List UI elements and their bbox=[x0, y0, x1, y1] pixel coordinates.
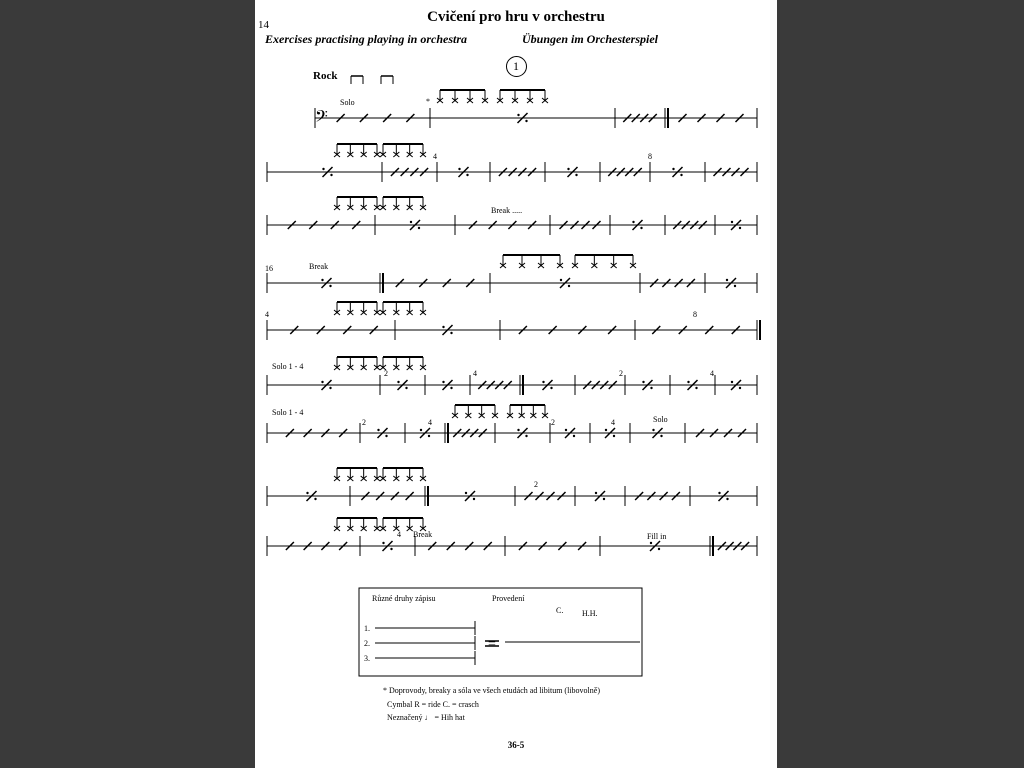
repeat-dot bbox=[565, 429, 567, 431]
repeat-dot bbox=[613, 435, 615, 437]
repeat-dot bbox=[329, 387, 331, 389]
repeat-dot bbox=[377, 429, 379, 431]
footnote-line-3: Neznačený ♩ = Hih hat bbox=[387, 713, 465, 722]
repeat-dot bbox=[442, 381, 444, 383]
repeat-dot bbox=[306, 492, 308, 494]
bar-number-8: 8 bbox=[693, 310, 697, 319]
legend-left-heading: Různé druhy zápisu bbox=[372, 594, 436, 603]
break-label: Break bbox=[309, 262, 329, 271]
bar-number-2: 2 bbox=[551, 418, 555, 427]
repeat-dot bbox=[650, 542, 652, 544]
repeat-dot bbox=[568, 285, 570, 287]
break-label: Break ..... bbox=[491, 206, 523, 215]
bar-number-4: 4 bbox=[473, 369, 477, 378]
fill-in-label: Fill in bbox=[647, 532, 667, 541]
equals-sign: = bbox=[488, 637, 496, 652]
repeat-dot bbox=[726, 498, 728, 500]
repeat-dot bbox=[632, 221, 634, 223]
staff-notation bbox=[255, 0, 777, 768]
repeat-dot bbox=[560, 279, 562, 281]
solo-1-4-label: Solo 1 - 4 bbox=[272, 362, 304, 371]
repeat-dot bbox=[473, 498, 475, 500]
repeat-dot bbox=[695, 387, 697, 389]
footnote-line-2: Cymbal R = ride C. = crasch bbox=[387, 700, 479, 709]
repeat-dot bbox=[321, 381, 323, 383]
repeat-dot bbox=[658, 548, 660, 550]
crash-mark: C. bbox=[556, 606, 564, 615]
repeat-dot bbox=[458, 168, 460, 170]
repeat-dot bbox=[321, 279, 323, 281]
bar-number-4: 4 bbox=[397, 530, 401, 539]
repeat-dot bbox=[322, 168, 324, 170]
music-page bbox=[255, 0, 777, 768]
repeat-dot bbox=[680, 174, 682, 176]
repeat-dot bbox=[734, 285, 736, 287]
repeat-dot bbox=[731, 381, 733, 383]
repeat-dot bbox=[603, 498, 605, 500]
repeat-dot bbox=[420, 429, 422, 431]
repeat-dot bbox=[314, 498, 316, 500]
repeat-dot bbox=[517, 114, 519, 116]
repeat-dot bbox=[442, 326, 444, 328]
page-title: Cvičení pro hru v orchestru bbox=[427, 9, 605, 25]
legend-right-heading: Provedení bbox=[492, 594, 525, 603]
bass-clef: 𝄢 bbox=[315, 106, 328, 130]
legend-row-3: 3. bbox=[364, 654, 370, 663]
bar-number-4: 4 bbox=[265, 310, 269, 319]
repeat-dot bbox=[660, 435, 662, 437]
repeat-dot bbox=[605, 429, 607, 431]
repeat-dot bbox=[672, 168, 674, 170]
repeat-dot bbox=[410, 221, 412, 223]
bar-number-4: 4 bbox=[611, 418, 615, 427]
bar-number-2: 2 bbox=[384, 369, 388, 378]
break-label: Break bbox=[413, 530, 433, 539]
repeat-dot bbox=[525, 435, 527, 437]
bar-number-2: 2 bbox=[619, 369, 623, 378]
repeat-dot bbox=[329, 285, 331, 287]
repeat-dot bbox=[465, 492, 467, 494]
repeat-dot bbox=[731, 221, 733, 223]
legend-row-2: 2. bbox=[364, 639, 370, 648]
repeat-dot bbox=[525, 120, 527, 122]
repeat-dot bbox=[450, 332, 452, 334]
repeat-dot bbox=[405, 387, 407, 389]
exercise-number: 1 bbox=[255, 56, 777, 77]
subtitle-english: Exercises practising playing in orchestra bbox=[265, 32, 468, 46]
solo-label: Solo bbox=[653, 415, 668, 424]
repeat-dot bbox=[542, 381, 544, 383]
repeat-dot bbox=[652, 429, 654, 431]
repeat-dot bbox=[385, 435, 387, 437]
bar-number-4: 4 bbox=[710, 369, 714, 378]
repeat-dot bbox=[739, 227, 741, 229]
bar-number-4: 4 bbox=[433, 152, 437, 161]
footnote-marker: * bbox=[426, 97, 430, 106]
repeat-dot bbox=[428, 435, 430, 437]
repeat-dot bbox=[687, 381, 689, 383]
repeat-dot bbox=[573, 435, 575, 437]
repeat-dot bbox=[466, 174, 468, 176]
solo-label: Solo bbox=[340, 98, 355, 107]
repeat-dot bbox=[450, 387, 452, 389]
footer-code: 36-5 bbox=[507, 740, 525, 750]
bar-number-4: 4 bbox=[428, 418, 432, 427]
bar-number-2: 2 bbox=[534, 480, 538, 489]
repeat-dot bbox=[418, 227, 420, 229]
hihat-mark: H.H. bbox=[582, 609, 598, 618]
repeat-dot bbox=[642, 381, 644, 383]
repeat-dot bbox=[390, 548, 392, 550]
bar-number-16: 16 bbox=[265, 264, 273, 273]
style-label: Rock bbox=[313, 70, 338, 82]
repeat-dot bbox=[650, 387, 652, 389]
repeat-dot bbox=[567, 168, 569, 170]
repeat-dot bbox=[397, 381, 399, 383]
repeat-dot bbox=[575, 174, 577, 176]
solo-1-4-label: Solo 1 - 4 bbox=[272, 408, 304, 417]
page-number: 14 bbox=[258, 19, 269, 31]
bar-number-2: 2 bbox=[362, 418, 366, 427]
footnote-line-1: * Doprovody, breaky a sóla ve všech etudách ad libitum (libovolně) bbox=[383, 686, 600, 695]
repeat-dot bbox=[330, 174, 332, 176]
repeat-dot bbox=[739, 387, 741, 389]
repeat-dot bbox=[382, 542, 384, 544]
subtitle-german: Übungen im Orchesterspiel bbox=[522, 32, 659, 46]
repeat-dot bbox=[595, 492, 597, 494]
repeat-dot bbox=[726, 279, 728, 281]
repeat-dot bbox=[517, 429, 519, 431]
repeat-dot bbox=[550, 387, 552, 389]
bar-number-8: 8 bbox=[648, 152, 652, 161]
repeat-dot bbox=[718, 492, 720, 494]
legend-row-1: 1. bbox=[364, 624, 370, 633]
repeat-dot bbox=[640, 227, 642, 229]
